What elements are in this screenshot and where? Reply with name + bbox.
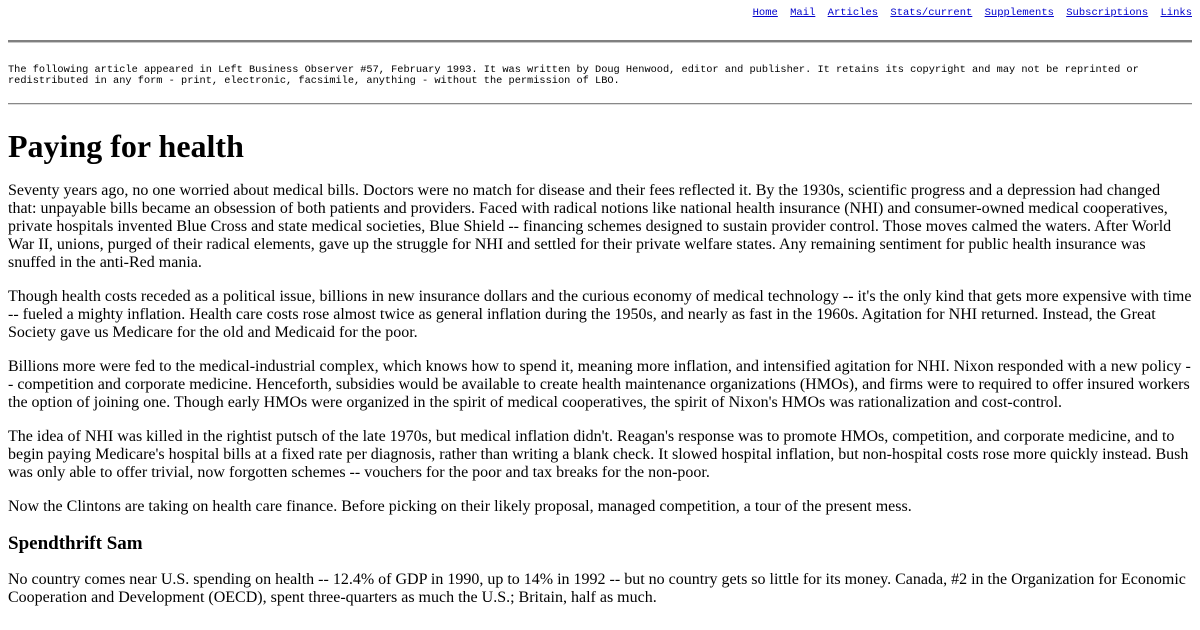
article-paragraph: The idea of NHI was killed in the rightist putsch of the late 1970s, but medical inflation didn't. Reagan's response was to promote HMOs, competition, and corporate medicine, and to begin paying Medicare's hospital bills at a fixed rate per diagnosis, rather than writing a blank check. It slowed hospital inflation, but non-hospital costs rose more quickly instead. Bush was only able to offer trivial, now forgotten schemes -- vouchers for the poor and tax breaks for the non-poor. <box>8 428 1189 481</box>
article-paragraph: Though health costs receded as a political issue, billions in new insurance dollars and the curious economy of medical technology -- it's the only kind that gets more expensive with time -- fueled a mighty inflation. Health care costs rose almost twice as general inflation during the 1950s, and nearly as fast in the 1960s. Agitation for NHI returned. Instead, the Great Society gave us Medicare for the old and Medicaid for the poor. <box>8 288 1192 341</box>
article-paragraph: Billions more were fed to the medical-industrial complex, which knows how to spend it, meaning more inflation, and intensified agitation for NHI. Nixon responded with a new policy -- competition and corporate medicine. Henceforth, subsidies would be available to create health maintenance organizations (HMOs), and firms were to required to offer insured workers the option of joining one. Though early HMOs were organized in the spirit of medical cooperatives, the spirit of Nixon's HMOs was rationalization and cost-control. <box>8 358 1191 411</box>
nav-link-stats-current[interactable]: Stats/current <box>890 7 973 19</box>
section-heading: Spendthrift Sam <box>8 533 143 554</box>
nav-link-subscriptions[interactable]: Subscriptions <box>1066 7 1149 19</box>
article-title: Paying for health <box>8 128 244 164</box>
nav-link-links[interactable]: Links <box>1160 7 1192 19</box>
article-paragraph: Now the Clintons are taking on health care finance. Before picking on their likely proposal, managed competition, a tour of the present mess. <box>8 498 912 515</box>
header-divider <box>8 40 1192 43</box>
article-paragraph: Seventy years ago, no one worried about medical bills. Doctors were no match for disease and their fees reflected it. By the 1930s, scientific progress and a depression had changed that: unpayable bills became an obsession of both patients and providers. Faced with radical notions like national health insurance (NHI) and consumer-owned medical cooperatives, private hospitals invented Blue Cross and state medical societies, Blue Shield -- financing schemes designed to sustain provider control. Those moves calmed the waters. After World War II, unions, purged of their radical elements, gave up the struggle for NHI and settled for their private welfare states. Any remaining sentiment for public health insurance was snuffed in the anti-Red mania. <box>8 182 1172 271</box>
top-navigation <box>8 0 1192 20</box>
page <box>8 0 1192 607</box>
nav-link-articles[interactable]: Articles <box>827 7 879 19</box>
article-paragraph: No country comes near U.S. spending on health -- 12.4% of GDP in 1990, up to 14% in 1992 -- but no country gets so little for its money. Canada, #2 in the Organization for Economic Cooperation and Development (OECD), spent three-quarters as much the U.S.; Britain, half as much. <box>8 571 1186 606</box>
nav-link-home[interactable]: Home <box>752 7 778 19</box>
copyright-notice: The following article appeared in Left Business Observer #57, February 1993. It was written by Doug Henwood, editor and publisher. It retains its copyright and may not be reprinted or redistributed in any form - print, electronic, facsimile, anything - without the permission of LBO. <box>8 64 1139 87</box>
nav-link-mail[interactable]: Mail <box>790 7 816 19</box>
nav-link-supplements[interactable]: Supplements <box>984 7 1054 19</box>
notice-divider <box>8 103 1192 105</box>
